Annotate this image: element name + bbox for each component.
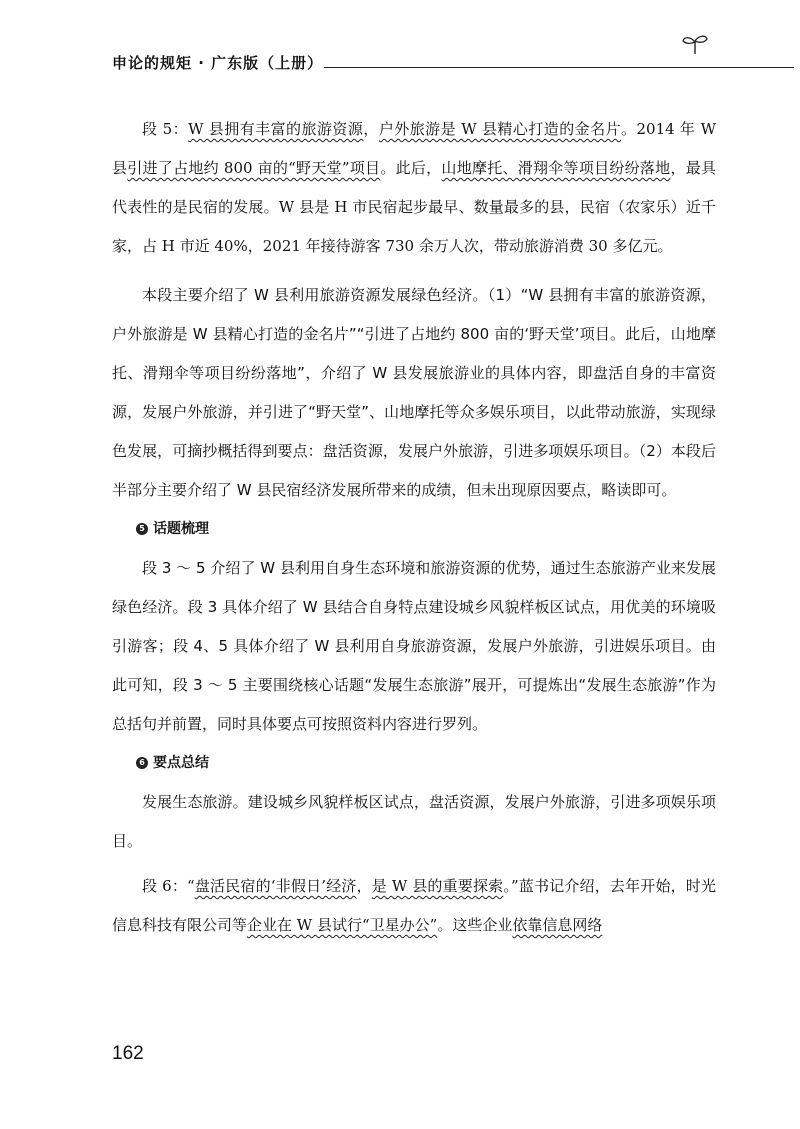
number-5-icon: 5 xyxy=(136,523,148,535)
para5-underlined-2: 户外旅游是 W 县精心打造的金名片 xyxy=(378,120,622,138)
para5-text: 。此后， xyxy=(380,159,442,177)
para6-text: 。这些企业 xyxy=(437,916,513,934)
topic-paragraph: 段 3 ～ 5 介绍了 W 县利用自身生态环境和旅游资源的优势，通过生态旅游产业来发展绿色经济。段 3 具体介绍了 W 县结合自身特点建设城乡风貌样板区试点，用优美的环境吸引游客；段 4、5 具体介绍了 W 县利用自身旅游资源，发展户外旅游，引进娱乐项目。由此可知，段 3 ～ 5 主要围绕核心话题“发展生态旅游”展开，可提炼出“发展生态旅游”作为总括句并前置，同时具体要点可按照资料内容进行罗列。 xyxy=(112,559,716,733)
analysis-paragraph: 本段主要介绍了 W 县利用旅游资源发展绿色经济。（1）“W 县拥有丰富的旅游资源，户外旅游是 W 县精心打造的金名片”“引进了占地约 800 亩的‘野天堂’项目。此后，山地摩托、滑翔伞等项目纷纷落地”，介绍了 W 县发展旅游业的具体内容，即盘活自身的丰富资源，发展户外旅游，并引进了“野天堂”、山地摩托等众多娱乐项目，以此带动旅游，实现绿色发展，可摘抄概括得到要点：盘活资源，发展户外旅游，引进多项娱乐项目。（2）本段后半部分主要介绍了 W 县民宿经济发展所带来的成绩，但未出现原因要点，略读即可。 xyxy=(112,286,716,499)
main-content xyxy=(112,110,716,945)
page-number: 162 xyxy=(112,1043,144,1064)
para5-underlined-4: 山地摩托、滑翔伞等项目纷纷落地 xyxy=(441,159,671,177)
paragraph-5 xyxy=(112,110,716,266)
header-title: 申论的规矩 · 广东版（上册） xyxy=(112,54,324,72)
para5-label: 段 5： xyxy=(142,120,189,138)
para5-underlined-3: 引进了占地约 800 亩的“野天堂”项目 xyxy=(127,159,381,177)
para6-text: ， xyxy=(356,877,372,895)
para6-underlined-2: 是 W 县的重要探索 xyxy=(371,877,504,895)
header-rule xyxy=(324,67,794,68)
sprout-icon xyxy=(680,32,710,56)
para6-underlined-4: 依靠信息网络 xyxy=(512,916,603,934)
summary-heading xyxy=(112,744,716,783)
para6-underlined-1: 盘活民宿的‘非假日’经济 xyxy=(194,877,357,895)
topic-heading-label: 话题梳理 xyxy=(153,521,209,537)
running-header xyxy=(112,52,712,76)
paragraph-6 xyxy=(112,867,716,945)
para5-text: ， xyxy=(363,120,379,138)
para6-label: 段 6：“ xyxy=(142,877,195,895)
para5-text: 。2014 年 W 县 xyxy=(112,120,716,177)
number-6-icon: 6 xyxy=(136,757,148,769)
summary-paragraph: 发展生态旅游。建设城乡风貌样板区试点，盘活资源，发展户外旅游，引进多项娱乐项目。 xyxy=(112,793,716,850)
para5-underlined-1: W 县拥有丰富的旅游资源 xyxy=(188,120,364,138)
summary-heading-label: 要点总结 xyxy=(153,755,209,771)
para6-underlined-3: 企业在 W 县试行“卫星办公” xyxy=(247,916,438,934)
topic-heading xyxy=(112,510,716,549)
para5-text: ，最具代表性的是民宿的发展。W 县是 H 市民宿起步最早、数量最多的县，民宿（农家乐）近千家，占 H 市近 40%，2021 年接待游客 730 余万人次，带动旅游消费 30 多亿元。 xyxy=(112,159,716,255)
para6-text: 。”蓝书记介绍，去年开始，时光信息科技有限公司等 xyxy=(112,877,716,934)
